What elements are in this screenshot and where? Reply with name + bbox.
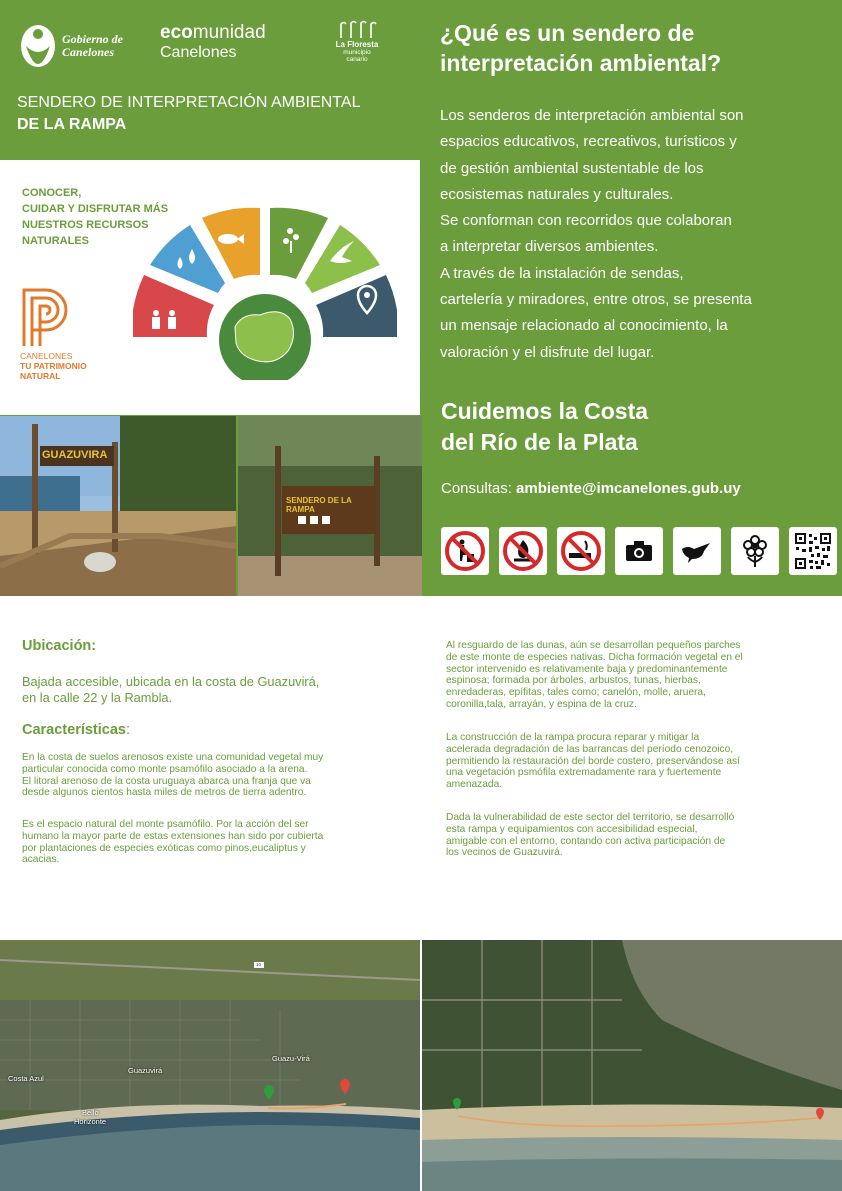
what-is-body [440, 103, 820, 366]
text-line: una vegetación psmófila extremadamente rara y fuertemente [446, 767, 722, 779]
body-line: cartelería y miradores, entre otros, se presenta [440, 291, 752, 309]
camera-icon [615, 527, 663, 575]
patrimonio-p-icon [20, 286, 68, 348]
text-line: amigable con el entorno, contando con activa participación de [446, 835, 726, 847]
aerial-map-detail [422, 940, 842, 1191]
text-line: La construcción de la rampa procura reparar y mitigar la [446, 732, 700, 743]
route-title-line1: SENDERO DE INTERPRETACIÓN AMBIENTAL [17, 94, 361, 111]
location-line: Bajada accesible, ubicada en la costa de Guazuvirá, [22, 674, 320, 689]
text-line: enredaderas, epífitas, tales como; canelón, molle, aruera, [446, 687, 706, 699]
characteristics-paragraph-1 [22, 752, 402, 799]
location-line: en la calle 22 y la Rambla. [22, 690, 173, 705]
patrimonio-line1: CANELONES [20, 351, 73, 361]
floresta-sub1: municipio [343, 49, 371, 56]
slogan-card [0, 160, 420, 415]
gobierno-line1: Gobierno de [62, 32, 123, 46]
text-line: sector intervenido es relativamente baja y predominantemente [446, 663, 728, 675]
slogan-line: NUESTROS RECURSOS [22, 219, 149, 231]
contact-label: Consultas: [441, 480, 512, 497]
body-line: de gestión ambiental sustentable de los [440, 159, 704, 177]
sendero-sign-text: SENDERO DE LA RAMPA [286, 496, 352, 514]
cuidemos-line1: Cuidemos la Costa [441, 398, 649, 424]
characteristics-heading-text: Características [22, 722, 126, 738]
la-floresta-logo [332, 18, 382, 63]
gobierno-line2: Canelones [62, 45, 115, 59]
cuidemos-line2: del Río de la Plata [441, 429, 638, 455]
text-line: acelerada degradación de las barrancas del período cenozoico, [446, 743, 734, 755]
sendero-sign-photo [238, 416, 422, 596]
characteristics-colon: : [126, 722, 131, 738]
text-line: El litoral arenoso de la costa uruguaya abarca una franja que va [22, 775, 311, 787]
qr-code-icon[interactable] [789, 527, 837, 575]
text-line: Dada la vulnerabilidad de este sector del territorio, se desarrolló [446, 812, 735, 823]
text-line: amenazada. [446, 779, 503, 791]
rules-icon-row [441, 527, 837, 575]
body-line: un mensaje relacionado al conocimiento, la [440, 317, 728, 335]
patrimonio-line3: NATURAL [20, 371, 61, 381]
body-line: Se conforman con recorridos que colaboran [440, 212, 732, 230]
no-fire-icon [499, 527, 547, 575]
slogan-line: CUIDAR Y DISFRUTAR MÁS [22, 203, 169, 215]
text-line: por plantaciones de especies exóticas como pinos,eucaliptus y [22, 842, 306, 854]
body-line: valoración y el disfrute del lugar. [440, 343, 655, 361]
vulnerability-paragraph [446, 812, 816, 859]
text-line: Es el espacio natural del monte psamófilo. Por la acción del ser [22, 819, 309, 830]
body-line: a interpretar diversos ambientes. [440, 238, 659, 256]
flower-icon [731, 527, 779, 575]
map-label-horizonte: Horizonte [74, 1117, 107, 1126]
location-heading: Ubicación: [22, 638, 97, 654]
map-label-guazuvira: Guazuvirá [128, 1066, 163, 1075]
text-line: acacias. [22, 854, 60, 866]
text-line: los vecinos de Guazuvirá. [446, 847, 563, 859]
map-label-guazu-vira: Guazu-Virá [272, 1054, 310, 1063]
text-line: humano la mayor parte de estas extensiones han sido por cubierta [22, 830, 324, 842]
ecomunidad-light: munidad [192, 22, 266, 43]
body-line: ecosistemas naturales y culturales. [440, 185, 674, 203]
floresta-sub2: canario [346, 56, 368, 63]
text-line: En la costa de suelos arenosos existe una comunidad vegetal muy [22, 752, 324, 763]
no-smoking-icon [557, 527, 605, 575]
gobierno-logo-text [62, 33, 123, 59]
no-litter-icon [441, 527, 489, 575]
text-line: de este monte de especies nativas. Dicha formación vegetal en el [446, 651, 743, 663]
resources-dial [130, 195, 400, 385]
bird-icon [673, 527, 721, 575]
slogan-line: CONOCER, [22, 187, 82, 199]
logo-bar [20, 18, 400, 78]
guazuvira-sign-text: GUAZUVIRA [42, 449, 108, 461]
floresta-mark-icon [332, 18, 382, 40]
ecomunidad-sub: Canelones [160, 44, 237, 61]
native-forest-paragraph [446, 640, 816, 711]
text-line: desde algunos cientos hasta miles de metros de tierra adentro. [22, 787, 307, 799]
text-line: espinosa; formada por árboles, arbustos, tunas, hierbas, [446, 675, 701, 687]
cuidemos-heading [441, 396, 821, 458]
text-line: permitiendo la restauración del borde costero, preservándose así [446, 755, 740, 767]
contact-line [441, 480, 741, 497]
gobierno-canelones-logo [20, 24, 123, 68]
route-title [17, 92, 417, 136]
map-label-bello: Bello [82, 1108, 99, 1117]
patrimonio-line2: TU PATRIMONIO [20, 361, 87, 371]
body-line: Los senderos de interpretación ambiental son [440, 107, 744, 124]
slogan-line: NATURALES [22, 235, 90, 247]
body-line: espacios educativos, recreativos, turísticos y [440, 133, 737, 151]
map-label-costa-azul: Costa Azul [8, 1074, 44, 1083]
floresta-name: La Floresta [335, 40, 379, 49]
text-line: Al resguardo de las dunas, aún se desarrollan pequeños parches [446, 640, 741, 651]
gobierno-mark-icon [20, 24, 56, 68]
guazuvira-sign-photo [0, 416, 236, 596]
road-number-label: 10 [256, 962, 262, 967]
text-line: coronilla,tala, arrayán, y espina de la cruz. [446, 698, 637, 710]
characteristics-heading [22, 722, 130, 738]
route-title-line2: DE LA RAMPA [17, 116, 127, 133]
text-line: particular conocida como monte psamófilo asociado a la arena. [22, 763, 308, 775]
location-text [22, 674, 402, 706]
aerial-map-overview [0, 940, 420, 1191]
contact-email-link[interactable]: ambiente@imcanelones.gub.uy [516, 480, 741, 497]
body-line: A través de la instalación de sendas, [440, 264, 684, 282]
ramp-construction-paragraph [446, 732, 816, 791]
what-is-line2: interpretación ambiental? [440, 50, 722, 76]
patrimonio-logo [20, 286, 87, 381]
characteristics-paragraph-2 [22, 819, 402, 866]
text-line: esta rampa y equipamientos con accesibilidad especial, [446, 823, 698, 835]
ecomunidad-bold: eco [160, 22, 193, 43]
what-is-heading [440, 18, 830, 78]
ecomunidad-logo [160, 23, 266, 63]
what-is-line1: ¿Qué es un sendero de [440, 20, 695, 46]
